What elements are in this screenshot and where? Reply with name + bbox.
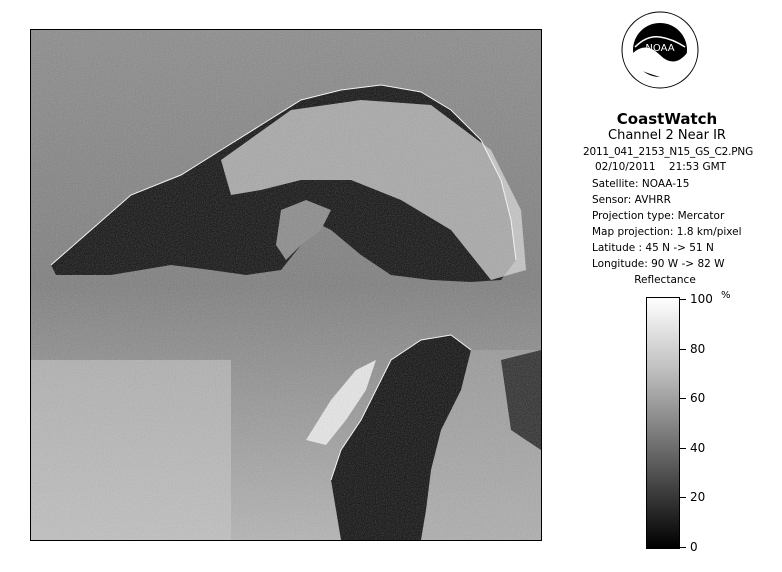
sensor-info: Sensor: AVHRR — [592, 194, 671, 206]
colorbar-tick-label: 60 — [690, 391, 706, 406]
colorbar-tick — [680, 497, 686, 498]
colorbar-tick-label: 80 — [690, 341, 706, 356]
satellite-image — [30, 29, 542, 541]
colorbar-tick — [680, 448, 686, 449]
noaa-logo — [621, 11, 699, 89]
channel-label: Channel 2 Near IR — [608, 128, 726, 143]
time-value: 21:53 GMT — [668, 161, 727, 173]
colorbar-tick — [680, 547, 686, 548]
longitude-info: Longitude: 90 W -> 82 W — [592, 258, 725, 270]
brand-title: CoastWatch — [616, 110, 718, 128]
colorbar-tick-label: 100 — [690, 292, 713, 306]
colorbar-tick — [680, 299, 686, 300]
colorbar-tick — [680, 349, 686, 350]
datetime — [595, 161, 726, 173]
map-projection-info: Map projection: 1.8 km/pixel — [592, 226, 742, 238]
date-value: 02/10/2011 — [595, 161, 656, 173]
projection-type-info: Projection type: Mercator — [592, 210, 725, 222]
filename: 2011_041_2153_N15_GS_C2.PNG — [582, 146, 754, 158]
legend-unit: % — [721, 290, 731, 301]
reflectance-colorbar — [646, 297, 680, 549]
satellite-info: Satellite: NOAA-15 — [592, 178, 690, 190]
colorbar-tick — [680, 398, 686, 399]
colorbar-tick-label: 0 — [690, 540, 698, 554]
legend-title: Reflectance — [634, 274, 696, 286]
satellite-image-graphic — [31, 30, 541, 540]
logo-text: NOAA — [645, 43, 675, 54]
colorbar-tick-label: 40 — [690, 440, 706, 455]
colorbar-tick-label: 20 — [690, 490, 706, 505]
latitude-info: Latitude : 45 N -> 51 N — [592, 242, 714, 254]
